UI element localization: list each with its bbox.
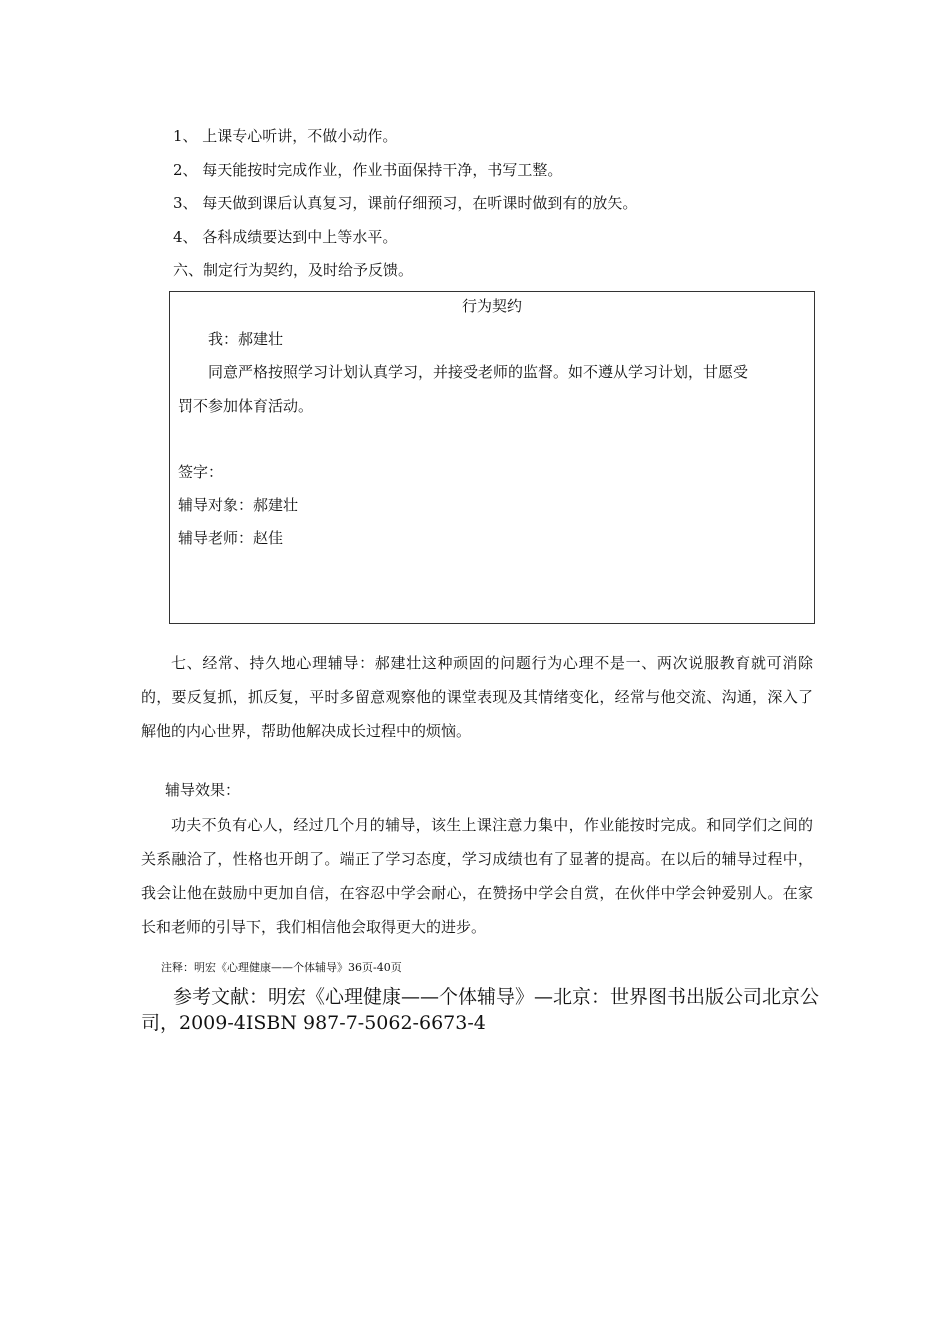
section-6-heading: 六、制定行为契约，及时给予反馈。 [173,261,414,279]
effect-heading: 辅导效果： [165,781,241,799]
contract-teacher: 辅导老师：赵佳 [178,529,284,547]
behavior-contract-box [169,291,815,624]
contract-me: 我：郝建壮 [208,330,284,348]
list-item-2: 2、 每天能按时完成作业，作业书面保持干净，书写工整。 [173,161,563,179]
list-item-3: 3、 每天做到课后认真复习，课前仔细预习，在听课时做到有的放矢。 [173,194,638,212]
contract-student: 辅导对象：郝建壮 [178,496,299,514]
section-7-paragraph: 七、经常、持久地心理辅导：郝建壮这种顽固的问题行为心理不是一、两次说服教育就可消除的，要反复抓，抓反复，平时多留意观察他的课堂表现及其情绪变化，经常与他交流、沟通，深入了解他的内心世界，帮助他解决成长过程中的烦恼。 [141,654,813,740]
list-item-1: 1、 上课专心听讲，不做小动作。 [173,127,398,145]
footnote: 注释：明宏《心理健康——个体辅导》36页-40页 [161,961,402,974]
reference: 参考文献：明宏《心理健康——个体辅导》—北京：世界图书出版公司北京公司，2009-4ISBN 987-7-5062-6673-4 [141,986,820,1034]
contract-title: 行为契约 [461,297,522,315]
contract-body-line2: 罚不参加体育活动。 [178,397,314,415]
effect-paragraph: 功夫不负有心人，经过几个月的辅导，该生上课注意力集中，作业能按时完成。和同学们之间的关系融洽了，性格也开朗了。端正了学习态度，学习成绩也有了显著的提高。在以后的辅导过程中，我会让他在鼓励中更加自信，在容忍中学会耐心，在赞扬中学会自赏，在伙伴中学会钟爱别人。在家长和老师的引导下，我们相信他会取得更大的进步。 [141,816,813,936]
list-item-4: 4、 各科成绩要达到中上等水平。 [173,228,398,246]
contract-sign-label: 签字： [178,463,224,481]
contract-body-line1: 同意严格按照学习计划认真学习，并接受老师的监督。如不遵从学习计划，甘愿受 [208,363,749,381]
